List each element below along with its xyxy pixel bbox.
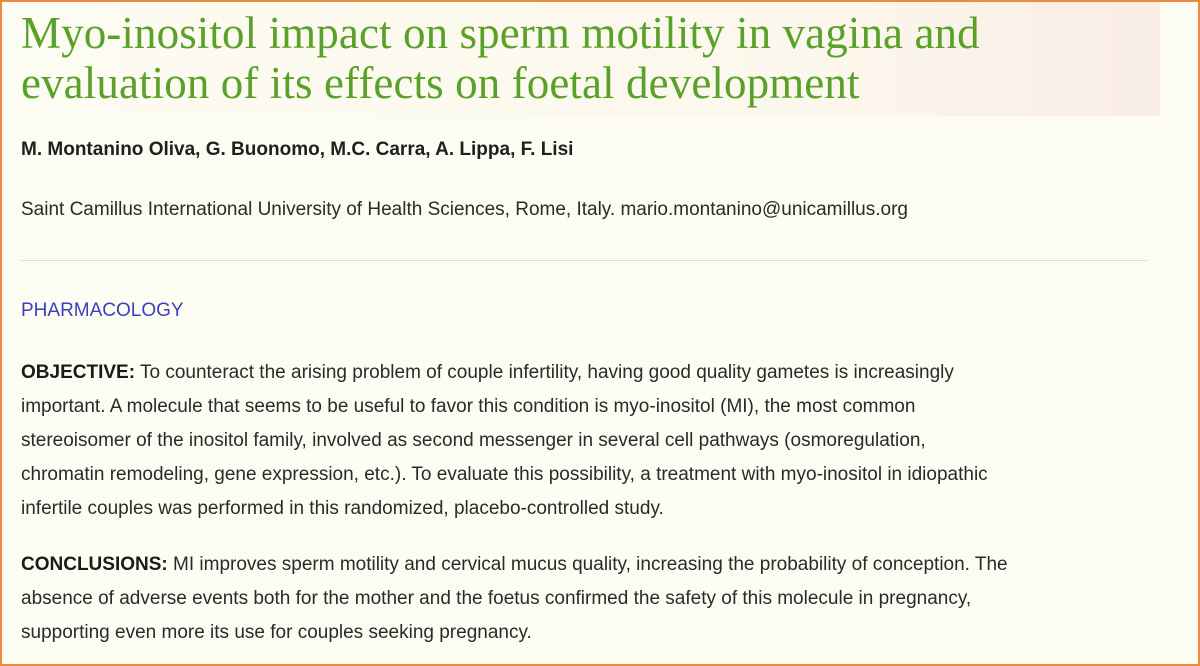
conclusions-line-1: MI improves sperm motility and cervical mucus quality, increasing the probability of conception. The xyxy=(167,554,1008,575)
title-line-2: evaluation of its effects on foetal development xyxy=(21,58,860,108)
objective-line-5: infertile couples was performed in this randomized, placebo-controlled study. xyxy=(21,498,664,519)
article-title xyxy=(21,8,1161,108)
section-divider xyxy=(21,260,1147,261)
objective-line-3: stereoisomer of the inositol family, involved as second messenger in several cell pathways (osmoregulation, xyxy=(21,430,926,451)
conclusions-line-3: supporting even more its use for couples seeking pregnancy. xyxy=(21,622,532,643)
title-line-1: Myo-inositol impact on sperm motility in vagina and xyxy=(21,8,980,58)
category-link[interactable]: PHARMACOLOGY xyxy=(21,300,184,321)
objective-label: OBJECTIVE: xyxy=(21,362,136,383)
objective-line-4: chromatin remodeling, gene expression, etc.). To evaluate this possibility, a treatment with myo-inositol in idiopathic xyxy=(21,464,988,485)
authors-list: M. Montanino Oliva, G. Buonomo, M.C. Carra, A. Lippa, F. Lisi xyxy=(21,139,574,160)
conclusions-paragraph xyxy=(21,548,1181,650)
affiliation: Saint Camillus International University of Health Sciences, Rome, Italy. mario.montanino@unicamillus.org xyxy=(21,199,908,220)
objective-paragraph xyxy=(21,356,1181,526)
objective-line-1: To counteract the arising problem of couple infertility, having good quality gametes is increasingly xyxy=(135,362,954,383)
objective-line-2: important. A molecule that seems to be useful to favor this condition is myo-inositol (MI), the most common xyxy=(21,396,916,417)
conclusions-label: CONCLUSIONS: xyxy=(21,554,168,575)
conclusions-line-2: absence of adverse events both for the mother and the foetus confirmed the safety of this molecule in pregnancy, xyxy=(21,588,972,609)
